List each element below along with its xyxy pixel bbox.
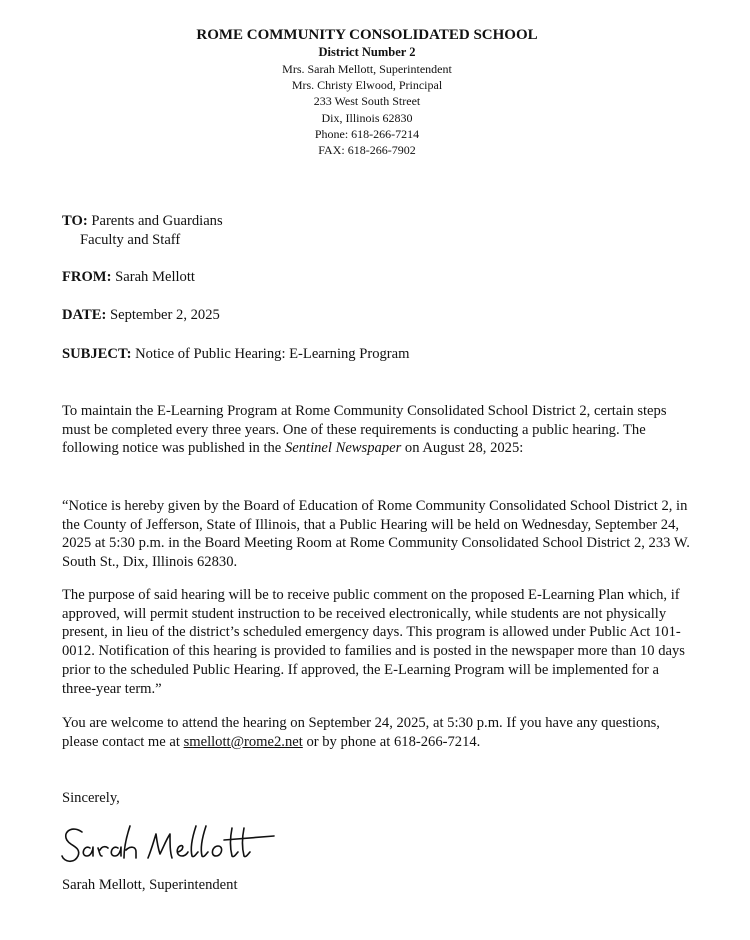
paragraph-intro xyxy=(62,402,692,458)
from-value: Sarah Mellott xyxy=(115,269,195,285)
from-label: FROM: xyxy=(62,269,112,285)
memo-subject xyxy=(62,345,692,364)
to-recipient-1: Parents and Guardians xyxy=(91,213,223,229)
intro-text-end: on August 28, 2025: xyxy=(401,440,524,457)
newspaper-name: Sentinel Newspaper xyxy=(284,440,402,457)
salutation: Sincerely, xyxy=(62,790,120,806)
street-address: 233 West South Street xyxy=(313,94,421,109)
phone-line: Phone: 618-266-7214 xyxy=(314,126,420,141)
invitation-text: You are welcome to attend the hearing on September 24, 2025, at 5:30 p.m. If you have any questions, please contact me at xyxy=(62,715,660,750)
notice-text: “Notice is hereby given by the Board of Education of Rome Community Consolidated School District 2, in the County of Jefferson, State of Illinois, that a Public Hearing will be held on Wednesday, September 24, 2025 at 5:30 p.m. in the Board Meeting Room at Rome Community Consolidated School District 2, 233 W. South St., Dix, Illinois 62830. xyxy=(62,498,690,571)
memo-from xyxy=(62,268,692,287)
memo-date xyxy=(62,306,692,325)
paragraph-purpose xyxy=(62,586,692,698)
date-value: September 2, 2025 xyxy=(109,307,220,323)
principal-line: Mrs. Christy Elwood, Principal xyxy=(291,78,443,93)
subject-label: SUBJECT: xyxy=(62,346,132,362)
city-address: Dix, Illinois 62830 xyxy=(321,110,413,125)
paragraph-invitation xyxy=(62,714,692,751)
signature-image xyxy=(60,818,290,872)
superintendent-line: Mrs. Sarah Mellott, Superintendent xyxy=(282,62,452,76)
purpose-text: The purpose of said hearing will be to receive public comment on the proposed E-Learning Plan which, if approved, will permit student instruction to be received electronically, while students are not physically present, in lieu of the district’s scheduled emergency days. This program is allowed under Public Act 101-0012. Notification of this hearing is provided to families and is posted in the newspaper more than 10 days prior to the scheduled Public Hearing. If approved, the E-Learning Program will be implemented for a three-year term.” xyxy=(62,587,685,697)
to-recipient-2: Faculty and Staff xyxy=(80,231,181,248)
intro-text: To maintain the E-Learning Program at Rome Community Consolidated School District 2, certain steps must be completed every three years. One of these requirements is conducting a public hearing. The following notice was published in the xyxy=(62,403,667,457)
school-name: ROME COMMUNITY CONSOLIDATED SCHOOL xyxy=(196,27,538,43)
email-link[interactable]: smellott@rome2.net xyxy=(183,733,303,750)
subject-value: Notice of Public Hearing: E-Learning Program xyxy=(135,346,410,362)
letterhead xyxy=(0,26,734,158)
paragraph-notice xyxy=(62,497,692,572)
memo-to xyxy=(62,212,692,249)
signer-name: Sarah Mellott, Superintendent xyxy=(62,877,238,893)
fax-line: FAX: 618-266-7902 xyxy=(318,143,416,158)
date-label: DATE: xyxy=(62,307,107,323)
invitation-text-end: or by phone at 618-266-7214. xyxy=(302,733,481,750)
district-number: District Number 2 xyxy=(318,45,416,59)
to-label: TO: xyxy=(62,213,88,229)
